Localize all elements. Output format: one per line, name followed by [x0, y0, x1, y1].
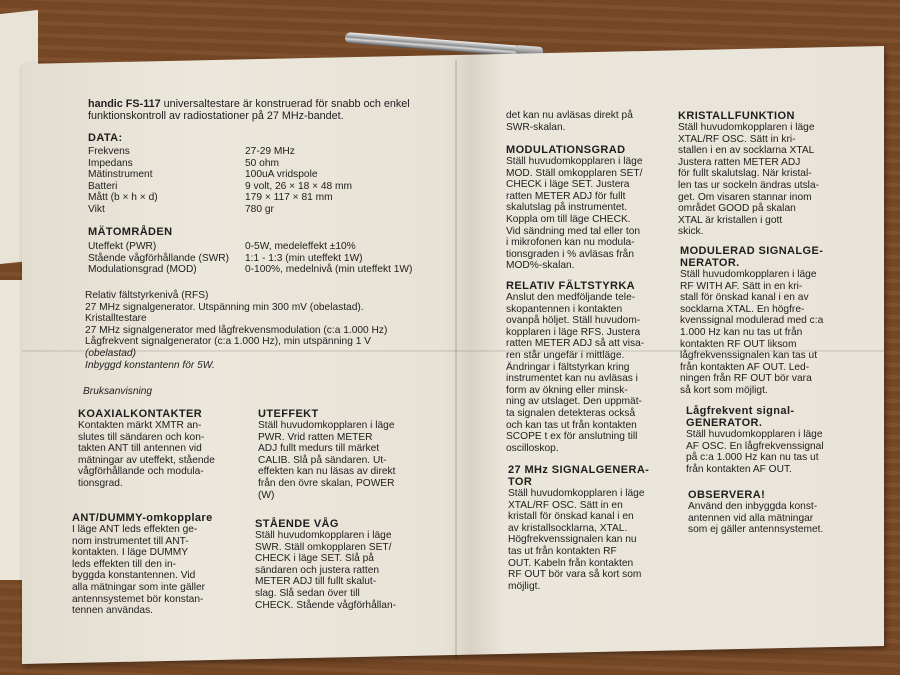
col3-top	[506, 110, 678, 133]
siggen-section	[508, 464, 680, 592]
text-line: lågfrekvenssignalen kan tas ut	[680, 350, 818, 362]
spec-value: 179 × 117 × 81 mm	[245, 192, 333, 203]
text-line: ratten METER ADJ för fullt	[506, 190, 626, 202]
text-line: leds effekten till den in-	[72, 558, 177, 570]
text-line: möjligt.	[508, 580, 541, 592]
uteffekt-section	[258, 408, 436, 501]
text-line: sändaren och justera ratten	[255, 564, 380, 576]
text-line: som ej gäller antennsystemet.	[688, 524, 824, 536]
spec-label: Frekvens	[88, 146, 130, 157]
text-line: CHECK i läge SET. Justera	[506, 179, 630, 191]
spec-row	[88, 169, 448, 181]
text-line: SWR-skalan.	[506, 121, 566, 133]
text-line: av kristallsocklarna, XTAL.	[508, 522, 628, 534]
text-line: instrumentet kan nu avläsas i	[506, 373, 638, 385]
text-line: slag. Slå sedan över till	[255, 587, 360, 599]
text-line: Ändringar i fältstyrkan kring	[506, 361, 630, 373]
spec-label: Mätinstrument	[88, 169, 153, 180]
text-line: ADJ fullt medurs till märket	[258, 443, 380, 455]
text-lines	[72, 524, 250, 617]
text-line: Justera ratten METER ADJ	[678, 156, 801, 168]
range-line: Relativ fältstyrkenivå (RFS)	[85, 290, 209, 301]
text-line: från kontakten AF OUT.	[686, 463, 792, 475]
text-line: kontakten RF OUT liksom	[680, 338, 797, 350]
text-line: SWR. Ställ omkopplaren SET/	[255, 541, 392, 553]
modsig-heading-2: NERATOR.	[680, 257, 740, 269]
text-line: len tas ur sockeln ändras utsla-	[678, 179, 819, 191]
text-line: ovanpå höljet. Ställ huvudom-	[506, 315, 641, 327]
text-line: PWR. Vrid ratten METER	[258, 431, 373, 443]
text-line: ren står ungefär i mittläge.	[506, 349, 625, 361]
text-line: i mikrofonen kan nu modula-	[506, 237, 635, 249]
range-line: Inbyggd konstantenn för 5W.	[85, 359, 215, 371]
kristall-section	[678, 110, 850, 238]
text-line: CHECK i läge SET. Slå på	[255, 553, 374, 565]
text-line: Ställ huvudomkopplaren i läge	[686, 429, 823, 440]
text-line: RF WITH AF. Sätt in en kri-	[680, 280, 803, 292]
antdummy-heading: ANT/DUMMY-omkopplare	[72, 512, 213, 524]
text-line: XTAL är kristallen i gott	[678, 214, 783, 226]
text-line: kontakten. I läge DUMMY	[72, 547, 189, 559]
staende-heading: STÅENDE VÅG	[255, 518, 339, 530]
text-line: Koppla om till läge CHECK.	[506, 213, 631, 225]
text-line: kvenssignal modulerad med c:a	[680, 315, 824, 327]
vertical-fold	[455, 60, 457, 660]
text-line: stallen i en av socklarna XTAL	[678, 145, 815, 157]
spec-value: 9 volt, 26 × 18 × 48 mm	[245, 180, 353, 192]
lagfrek-heading-1: Lågfrekvent signal-	[686, 405, 795, 417]
text-line: ratten METER ADJ så att visa-	[506, 338, 645, 350]
spec-value: 0-5W, medeleffekt ±10%	[245, 241, 356, 252]
siggen-heading-2: TOR	[508, 476, 533, 488]
intro-line-1: universaltestare är konstruerad för snabb och enkel	[163, 98, 410, 110]
spec-row	[88, 158, 448, 170]
spec-row	[88, 146, 448, 158]
brand-name: handic	[88, 98, 123, 110]
spec-label: Modulationsgrad (MOD)	[88, 264, 197, 275]
bruksanvisning-heading: Bruksanvisning	[83, 386, 153, 397]
text-line: tennen användas.	[72, 605, 154, 617]
text-lines	[686, 429, 856, 475]
text-line: get. Om visaren stannar inom	[678, 191, 812, 203]
text-line: Ställ huvudomkopplaren i läge	[680, 269, 817, 280]
spec-label: Vikt	[88, 203, 105, 215]
lagfrek-heading-2: GENERATOR.	[686, 417, 763, 429]
spec-row	[88, 264, 448, 276]
spec-row	[88, 204, 448, 216]
text-line: oscilloskop.	[506, 442, 559, 454]
text-line: antennsystemet bör konstan-	[72, 593, 204, 605]
text-lines	[506, 156, 678, 272]
text-line: slutes till sändaren och kon-	[78, 431, 205, 443]
text-line: så kort som möjligt.	[680, 384, 768, 396]
range-line: 27 MHz signalgenerator med lågfrekvensmodulation (c:a 1.000 Hz)	[85, 324, 388, 336]
text-line: skick.	[678, 226, 704, 238]
text-line: på c:a 1.000 Hz kan nu tas ut	[686, 452, 819, 464]
text-line: AF OSC. En lågfrekvenssignal	[686, 440, 824, 452]
modsig-section	[680, 245, 852, 397]
model-name: FS-117	[125, 98, 161, 110]
text-line: tas ut från kontakten RF	[508, 545, 617, 557]
staende-section	[255, 518, 437, 611]
text-line: SCOPE t ex för anslutning till	[506, 431, 638, 443]
text-line: mätningar av uteffekt, stående	[78, 454, 215, 466]
modgrad-section	[506, 144, 678, 272]
text-line: XTAL/RF OSC. Sätt in kri-	[678, 133, 796, 145]
range-line: Lågfrekvent signalgenerator (c:a 1.000 Hz), min utspänning 1 V	[85, 336, 371, 348]
text-lines	[678, 122, 850, 238]
text-line: effekten kan nu läsas av direkt	[258, 466, 396, 478]
text-line: CHECK. Stående vågförhållan-	[255, 599, 397, 611]
text-lines	[688, 501, 858, 536]
text-line: tionsgrad.	[78, 477, 123, 489]
text-line: form av ökning eller minsk-	[506, 384, 628, 396]
text-line: CALIB. Slå på sändaren. Ut-	[258, 454, 387, 466]
text-line: Ställ huvudomkopplaren i läge	[506, 156, 643, 167]
text-line: skopantennen i kontakten	[506, 303, 623, 315]
range-line: 27 MHz signalgenerator. Utspänning min 300 mV (obelastad).	[85, 301, 364, 313]
text-line: från den övre skalan, POWER	[258, 477, 395, 489]
text-line: Kontakten märkt XMTR an-	[78, 420, 202, 431]
text-line: området GOOD på skalan	[678, 203, 796, 215]
text-line: byggda konstantennen. Vid	[72, 570, 196, 582]
spec-value: 1:1 - 1:3 (min uteffekt 1W)	[245, 252, 363, 264]
text-line: Anslut den medföljande tele-	[506, 292, 636, 303]
modsig-heading-1: MODULERAD SIGNALGE-	[680, 245, 824, 257]
text-line: Ställ huvudomkopplaren i läge	[678, 122, 815, 133]
spec-label: Uteffekt (PWR)	[88, 241, 157, 252]
spec-label: Impedans	[88, 157, 133, 169]
text-lines	[506, 292, 678, 454]
text-line: takten ANT till antennen vid	[78, 443, 202, 455]
observera-section	[688, 489, 858, 536]
relfalt-heading: RELATIV FÄLTSTYRKA	[506, 280, 636, 292]
text-line: stall för önskad kanal i en av	[680, 292, 809, 304]
text-lines	[506, 110, 678, 133]
text-line: kristall för önskad kanal i en	[508, 511, 634, 523]
spec-row	[88, 192, 448, 204]
text-line: Ställ huvudomkopplaren i läge	[255, 530, 392, 541]
text-line: RF OUT bör vara så kort som	[508, 569, 642, 581]
range-line: (obelastad)	[85, 347, 136, 359]
text-lines	[255, 530, 437, 611]
data-table	[88, 146, 448, 215]
text-line: MOD%-skalan.	[506, 260, 575, 272]
text-line: Vid sändning med tal eller ton	[506, 225, 641, 237]
text-lines	[680, 269, 852, 397]
text-line: socklarna XTAL. En högfre-	[680, 303, 805, 315]
text-line: Använd den inbyggda konst-	[688, 501, 818, 512]
text-line: och kan tas ut från kontakten	[506, 419, 637, 431]
spec-value: 27-29 MHz	[245, 146, 295, 157]
uteffekt-heading: UTEFFEKT	[258, 408, 319, 420]
text-lines	[78, 420, 248, 490]
spec-row	[88, 181, 448, 193]
modgrad-heading: MODULATIONSGRAD	[506, 144, 626, 156]
spec-label: Stående vågförhållande (SWR)	[88, 252, 230, 264]
text-line: alla mätningar som inte gäller	[72, 581, 206, 593]
spec-value: 100uA vridspole	[245, 169, 318, 180]
text-line: tionsgraden i % avläsas från	[506, 248, 634, 260]
text-line: Ställ huvudomkopplaren i läge	[508, 488, 645, 499]
spec-value: 50 ohm	[245, 157, 279, 169]
intro-text	[88, 98, 448, 122]
spec-value: 0-100%, medelnivå (min uteffekt 1W)	[245, 264, 413, 275]
text-line: från kontakten AF OUT. Led-	[680, 361, 810, 373]
spec-label: Batteri	[88, 180, 118, 192]
text-line: för fullt skalutslag. När kristal-	[678, 168, 812, 180]
spec-value: 780 gr	[245, 203, 274, 215]
text-lines	[508, 488, 680, 592]
siggen-heading-1: 27 MHz SIGNALGENERA-	[508, 464, 650, 476]
text-line: ta signalen detekteras också	[506, 407, 636, 419]
spec-label: Mått (b × h × d)	[88, 192, 158, 203]
spec-row	[88, 241, 448, 253]
text-line: vågförhållande och modula-	[78, 466, 204, 478]
observera-heading: OBSERVERA!	[688, 489, 766, 501]
matomraden-heading: MÄTOMRÅDEN	[88, 226, 173, 238]
antdummy-section	[72, 512, 250, 617]
text-line: METER ADJ till fullt skalut-	[255, 576, 377, 588]
kristall-heading: KRISTALLFUNKTION	[678, 110, 795, 122]
text-line: antennen vid alla mätningar	[688, 512, 814, 524]
lagfrek-section	[686, 405, 856, 475]
intro-line-2: funktionskontroll av radiostationer på 27 MHz-bandet.	[88, 110, 344, 123]
matomraden-table	[88, 241, 448, 276]
range-line: Kristalltestare	[85, 313, 147, 325]
text-line: skalutslag på instrumentet.	[506, 202, 628, 214]
text-line: det kan nu avläsas direkt på	[506, 110, 633, 121]
relfalt-section	[506, 280, 678, 454]
text-line: XTAL/RF OSC. Sätt in en	[508, 499, 623, 511]
koaxial-heading: KOAXIALKONTAKTER	[78, 408, 203, 420]
text-line: Högfrekvenssignalen kan nu	[508, 534, 637, 546]
text-line: Ställ huvudomkopplaren i läge	[258, 420, 395, 431]
text-line: nom instrumentet till ANT-	[72, 535, 189, 547]
spec-row	[88, 253, 448, 265]
text-line: kopplaren i läge RFS. Justera	[506, 326, 641, 338]
data-heading: DATA:	[88, 132, 123, 144]
text-lines	[258, 420, 436, 501]
text-line: ning av utslaget. Den uppmät-	[506, 396, 642, 408]
text-line: 1.000 Hz kan nu tas ut från	[680, 326, 803, 338]
text-line: ningen från RF OUT bör vara	[680, 373, 812, 385]
text-line: I läge ANT leds effekten ge-	[72, 524, 198, 535]
text-line: (W)	[258, 489, 275, 501]
koaxial-section	[78, 408, 248, 490]
text-line: MOD. Ställ omkopplaren SET/	[506, 167, 643, 179]
matomraden-extra	[85, 290, 455, 371]
text-line: OUT. Kabeln från kontakten	[508, 557, 634, 569]
